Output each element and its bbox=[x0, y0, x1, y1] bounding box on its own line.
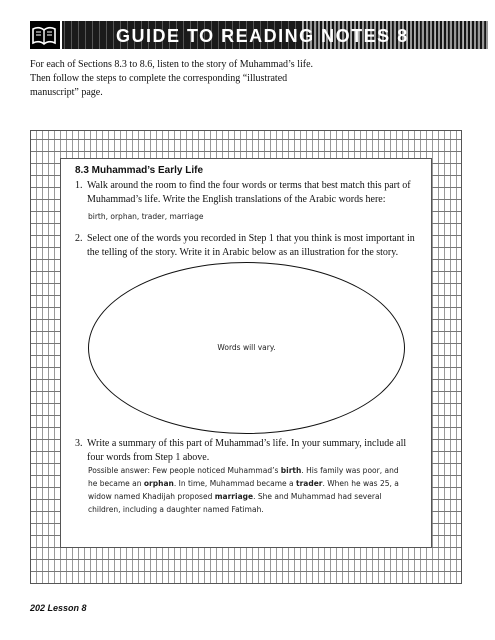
step-3-answer bbox=[88, 464, 408, 516]
step-1 bbox=[75, 179, 425, 207]
step-1-answer: birth, orphan, trader, marriage bbox=[88, 212, 204, 221]
answer-keyword: trader bbox=[296, 479, 323, 488]
illustration-oval bbox=[88, 262, 405, 434]
section-title: 8.3 Muhammad’s Early Life bbox=[75, 165, 204, 176]
intro-text: For each of Sections 8.3 to 8.6, listen to the story of Muhammad’s life. Then follow the steps to complete the corresponding “illustrated manuscript” page. bbox=[30, 59, 314, 98]
step-2-number: 2. bbox=[75, 233, 83, 244]
answer-keyword: marriage bbox=[214, 492, 254, 501]
step-3-number: 3. bbox=[75, 438, 83, 449]
step-2-text: Select one of the words you recorded in Step 1 that you think is most important in the telling of the story. Write it in Arabic below as an illustration for the story. bbox=[87, 233, 415, 258]
page-footer: 202 Lesson 8 bbox=[30, 603, 87, 613]
step-1-number: 1. bbox=[75, 180, 83, 191]
open-book-icon bbox=[30, 21, 62, 49]
answer-keyword: orphan bbox=[143, 479, 174, 488]
step-3-text: Write a summary of this part of Muhammad’s life. In your summary, include all four words from Step 1 above. bbox=[87, 438, 407, 463]
answer-text: . In time, Muhammad became a bbox=[173, 479, 296, 488]
step-1-text: Walk around the room to find the four words or terms that best match this part of Muhammad’s life. Write the English translations of the Arabic words here: bbox=[87, 180, 411, 205]
answer-keyword: birth bbox=[280, 466, 302, 475]
step-2 bbox=[75, 232, 425, 260]
answer-text: Possible answer: Few people noticed Muhammad’s bbox=[88, 466, 281, 475]
answer-text: . When he was 25, a widow named Khadijah proposed bbox=[88, 479, 399, 501]
answer-text: . His family was poor, and he became an bbox=[88, 466, 399, 488]
page-title: GUIDE TO READING NOTES 8 bbox=[116, 26, 409, 46]
answer-text: . She and Muhammad had several children, including a daughter named Fatimah. bbox=[88, 492, 382, 514]
oval-answer: Words will vary. bbox=[217, 343, 276, 352]
step-3 bbox=[75, 437, 425, 465]
